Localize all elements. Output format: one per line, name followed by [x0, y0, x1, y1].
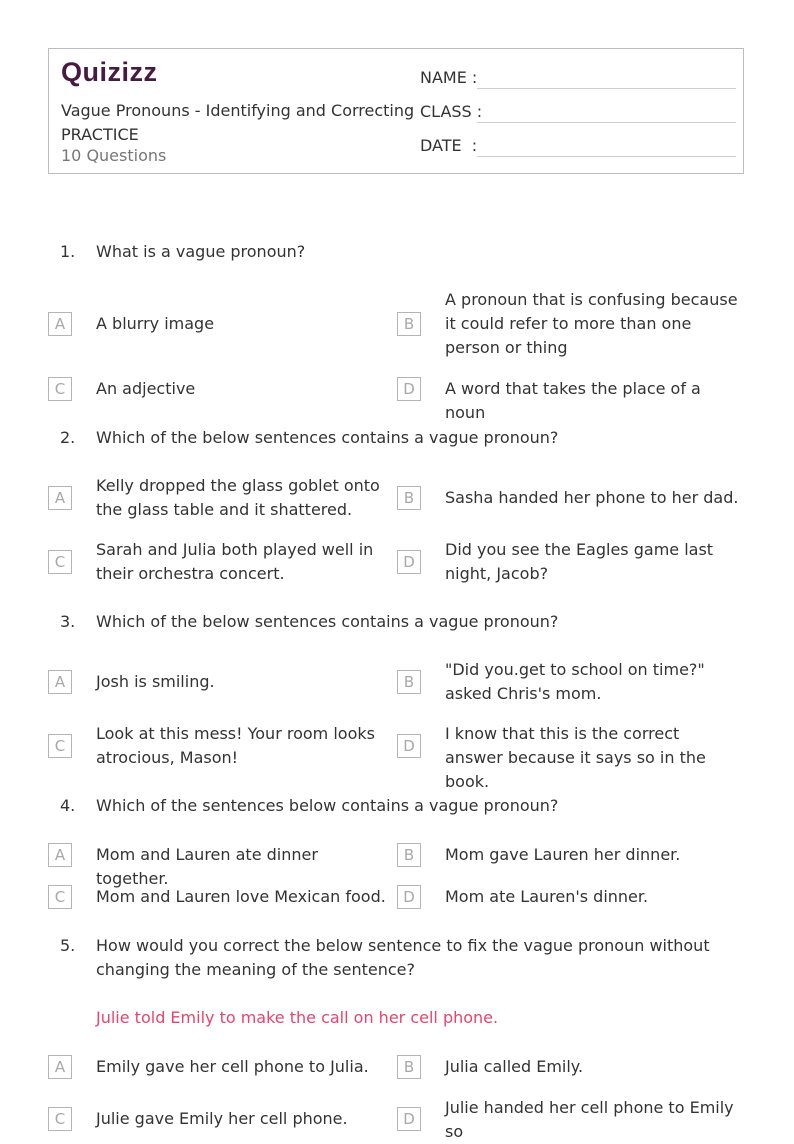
quizizz-logo: Quizizz: [61, 57, 158, 87]
option-text: Josh is smiling.: [96, 672, 215, 691]
question-text: How would you correct the below sentence to fix the vague pronoun without changing the meaning of the sentence?: [96, 936, 710, 979]
option-text: Mom gave Lauren her dinner.: [445, 845, 681, 864]
option-text: Sasha handed her phone to her dad.: [445, 488, 739, 507]
option-letter-box[interactable]: D: [397, 1107, 421, 1131]
option-letter-box[interactable]: B: [397, 670, 421, 694]
option-letter-box[interactable]: A: [48, 1055, 72, 1079]
question-example-sentence: Julie told Emily to make the call on her cell phone.: [96, 1008, 499, 1027]
question-text: Which of the below sentences contains a vague pronoun?: [96, 612, 559, 631]
option-letter-box[interactable]: C: [48, 377, 72, 401]
name-label: NAME :: [420, 68, 478, 87]
option-text: Mom and Lauren ate dinner together.: [96, 845, 318, 888]
option-text: Mom and Lauren love Mexican food.: [96, 887, 386, 906]
date-line: [477, 156, 736, 157]
question-number: 2.: [60, 428, 76, 447]
option-letter-box[interactable]: D: [397, 377, 421, 401]
option-letter-box[interactable]: B: [397, 486, 421, 510]
option-letter-box[interactable]: B: [397, 312, 421, 336]
option-text: A word that takes the place of a noun: [445, 379, 701, 422]
option-text: Did you see the Eagles game last night, Jacob?: [445, 540, 714, 583]
question-number: 5.: [60, 936, 76, 955]
option-letter-box[interactable]: C: [48, 1107, 72, 1131]
question-number: 3.: [60, 612, 76, 631]
question-number: 4.: [60, 796, 76, 815]
date-field: [420, 136, 736, 160]
worksheet-header: [48, 48, 744, 174]
option-text: Julia called Emily.: [445, 1057, 584, 1076]
option-text: I know that this is the correct answer because it says so in the book.: [445, 724, 706, 791]
name-line: [477, 88, 736, 89]
option-letter-box[interactable]: A: [48, 843, 72, 867]
option-text: Mom ate Lauren's dinner.: [445, 887, 649, 906]
question-count: 10 Questions: [61, 146, 167, 165]
option-letter-box[interactable]: B: [397, 843, 421, 867]
option-letter-box[interactable]: C: [48, 734, 72, 758]
question-text: What is a vague pronoun?: [96, 242, 306, 261]
option-letter-box[interactable]: B: [397, 1055, 421, 1079]
option-text: Kelly dropped the glass goblet onto the glass table and it shattered.: [96, 476, 380, 519]
worksheet-title: Vague Pronouns - Identifying and Correcting: [61, 101, 415, 120]
option-text: A pronoun that is confusing because it could refer to more than one person or thing: [445, 290, 738, 357]
option-letter-box[interactable]: C: [48, 550, 72, 574]
option-letter-box[interactable]: A: [48, 670, 72, 694]
class-field: [420, 102, 736, 126]
option-letter-box[interactable]: D: [397, 734, 421, 758]
option-text: Julie handed her cell phone to Emily so: [445, 1098, 734, 1141]
option-letter-box[interactable]: A: [48, 312, 72, 336]
option-text: Look at this mess! Your room looks atrocious, Mason!: [96, 724, 375, 767]
option-letter-box[interactable]: D: [397, 885, 421, 909]
option-text: Emily gave her cell phone to Julia.: [96, 1057, 369, 1076]
option-text: "Did you.get to school on time?" asked Chris's mom.: [445, 660, 705, 703]
name-field: [420, 68, 736, 92]
option-text: An adjective: [96, 379, 196, 398]
worksheet-type: PRACTICE: [61, 125, 139, 144]
option-text: A blurry image: [96, 314, 215, 333]
option-letter-box[interactable]: A: [48, 486, 72, 510]
question-number: 1.: [60, 242, 76, 261]
class-line: [477, 122, 736, 123]
class-label: CLASS :: [420, 102, 483, 121]
option-letter-box[interactable]: D: [397, 550, 421, 574]
question-text: Which of the below sentences contains a vague pronoun?: [96, 428, 559, 447]
question-text: Which of the sentences below contains a vague pronoun?: [96, 796, 559, 815]
option-text: Sarah and Julia both played well in their orchestra concert.: [96, 540, 374, 583]
date-label: DATE :: [420, 136, 478, 155]
option-letter-box[interactable]: C: [48, 885, 72, 909]
option-text: Julie gave Emily her cell phone.: [96, 1109, 348, 1128]
